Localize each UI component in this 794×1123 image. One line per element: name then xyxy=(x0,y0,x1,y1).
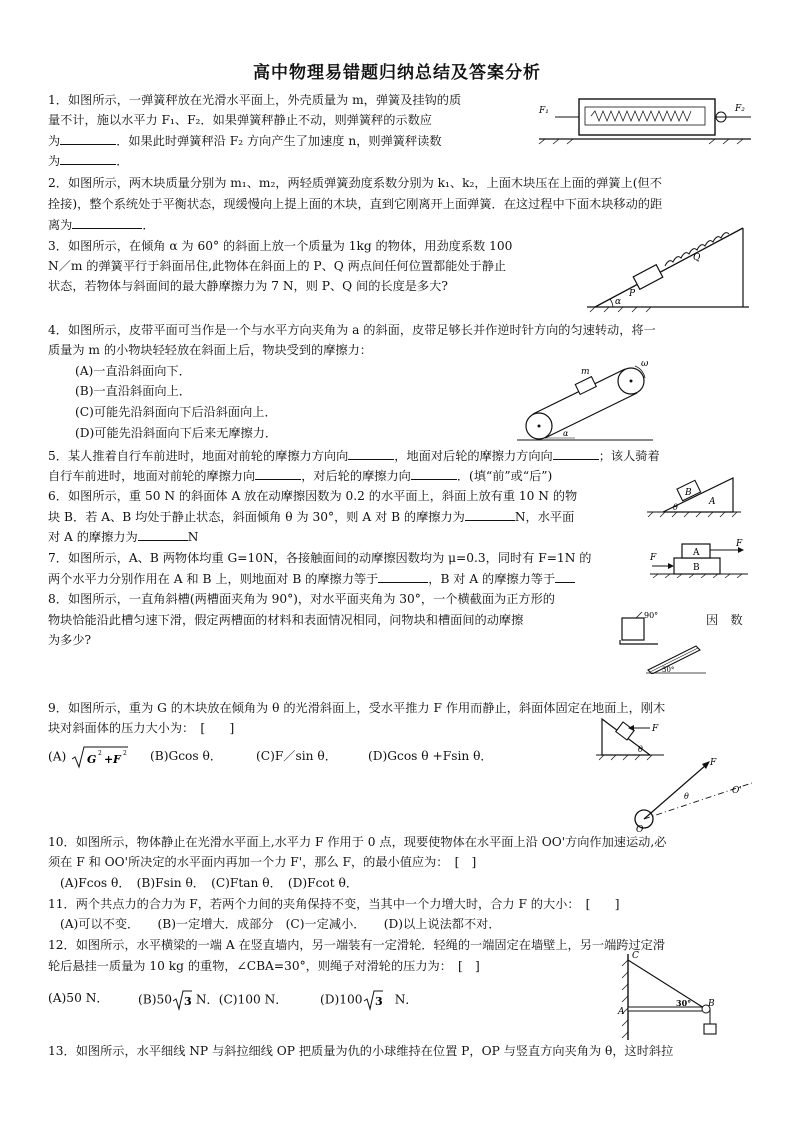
q12-option-b-unit: N．(C)100 N． xyxy=(195,992,288,1007)
q5-blank-2[interactable] xyxy=(553,446,599,460)
q4-line-1: 4．如图所示，皮带平面可当作是一个与水平方向夹角为 a 的斜面，皮带足够长并作逆时针方向的匀速转动，将一 xyxy=(48,323,656,337)
q6-blank-2[interactable] xyxy=(138,527,188,541)
q12-option-b[interactable] xyxy=(138,989,288,1011)
q6-blank-1[interactable] xyxy=(465,507,515,521)
q8-line-2-end: 因 数 xyxy=(706,613,743,627)
q6-text: 对 A 的摩擦力为 xyxy=(48,530,138,544)
q2-line-1: 2．如图所示，两木块质量分别为 m₁、m₂，两轻质弹簧劲度系数分别为 k₁、k₂，上面木块压在上面的弹簧上(但不 xyxy=(48,176,662,190)
q5-text: ．(填“前”或“后”) xyxy=(456,469,553,483)
q1-blank-1[interactable] xyxy=(60,131,116,145)
q6-a-label: A xyxy=(709,497,716,507)
q6-text: 块 B．若 A、B 均处于静止状态，斜面倾角 θ 为 30°，则 A 对 B 的摩擦力为 xyxy=(48,510,465,524)
q8-90-label: 90° xyxy=(644,611,659,620)
q9-option-b[interactable]: (B)Gcos θ． xyxy=(150,749,223,763)
q6-wedge-figure xyxy=(645,470,745,518)
q7-blocks-figure xyxy=(648,536,750,578)
q2-text: 离为 xyxy=(48,218,73,232)
q5-line-1 xyxy=(48,446,660,466)
q4-alpha-label: α xyxy=(563,429,569,438)
q2-blank[interactable] xyxy=(72,215,142,229)
q7-text: ，B 对 A 的摩擦力等于 xyxy=(428,572,556,586)
q10-options[interactable]: (A)Fcos θ． (B)Fsin θ． (C)Ftan θ． (D)Fcot θ． xyxy=(60,876,359,890)
q8-trough-figure xyxy=(618,606,708,674)
q7-a-label: A xyxy=(693,548,700,558)
q9-f-label: F xyxy=(652,724,659,734)
q9-sqrt-f: F xyxy=(113,753,121,766)
sqrt-icon xyxy=(70,745,128,769)
q7-blank-2[interactable] xyxy=(555,569,575,583)
q12-c-label: C xyxy=(632,951,639,961)
q3-line-3: 状态，若物体与斜面间的最大静摩擦力为 7 N，则 P、Q 间的长度是多大? xyxy=(48,279,448,293)
q8-line-2: 物块恰能沿此槽匀速下滑，假定两槽面的材料和表面情况相同，问物块和槽面间的动摩擦 xyxy=(48,613,524,627)
q1-line-1: 1．如图所示，一弹簧秤放在光滑水平面上，外壳质量为 m，弹簧及挂钩的质 xyxy=(48,93,462,107)
q6-line-1: 6．如图所示，重 50 N 的斜面体 A 放在动摩擦因数为 0.2 的水平面上，斜面上放有重 10 N 的物 xyxy=(48,489,578,503)
q5-text: ，对后轮的摩擦力向 xyxy=(301,469,411,483)
q6-line-2 xyxy=(48,507,574,527)
q1-line-4 xyxy=(48,151,128,171)
q9-theta-label: θ xyxy=(638,745,643,754)
q7-line-1: 7．如图所示，A、B 两物体均重 G=10N，各接触面间的动摩擦因数均为 μ=0.3，同时有 F=1N 的 xyxy=(48,551,592,565)
q4-option-a[interactable]: (A)一直沿斜面向下． xyxy=(75,364,191,378)
q10-line-1: 10．如图所示，物体静止在光滑水平面上,水平力 F 作用于 0 点，现要使物体在水平面上沿 OO'方向作加速运动,必 xyxy=(48,835,667,849)
q5-text: 5．某人推着自行车前进时，地面对前轮的摩擦力方向向 xyxy=(48,449,349,463)
q1-text: 为 xyxy=(48,134,61,148)
q2-line-3 xyxy=(48,215,155,235)
q12-sqrt3-d: 3 xyxy=(374,995,383,1008)
q6-line-3 xyxy=(48,527,198,547)
sqrt-icon xyxy=(172,989,192,1011)
q6-theta-label: θ xyxy=(673,503,678,512)
q3-q-label: Q xyxy=(693,253,701,263)
q5-blank-1[interactable] xyxy=(348,446,394,460)
q7-line-2 xyxy=(48,569,575,589)
q6-text: N，水平面 xyxy=(514,510,575,524)
q1-line-3 xyxy=(48,131,442,151)
q12-option-d-text: (D)100 xyxy=(320,992,363,1007)
q3-alpha-label: α xyxy=(615,297,622,307)
q5-text: ；该人骑着 xyxy=(598,449,660,463)
q3-line-2: N／m 的弹簧平行于斜面吊住,此物体在斜面上的 P、Q 两点间任何位置都能处于静止 xyxy=(48,259,507,273)
q12-line-1: 12．如图所示，水平横梁的一端 A 在竖直墙内，另一端装有一定滑轮．轻绳的一端固定在墙壁上，另一端跨过定滑 xyxy=(48,938,666,952)
q12-sqrt3-b: 3 xyxy=(183,995,192,1008)
q9-option-d[interactable]: (D)Gcos θ +Fsin θ． xyxy=(368,749,493,763)
q1-f1-label: F₁ xyxy=(539,106,549,116)
q12-option-a[interactable]: (A)50 N． xyxy=(48,991,109,1005)
q1-line-2: 量不计，施以水平力 F₁、F₂．如果弹簧秤静止不动，则弹簧秤的示数应 xyxy=(48,113,432,127)
q5-blank-4[interactable] xyxy=(411,466,457,480)
q10-theta-label: θ xyxy=(684,792,689,801)
page-title: 高中物理易错题归纳总结及答案分析 xyxy=(253,63,541,83)
q11-line-1: 11．两个共点力的合力为 F，若两个力间的夹角保持不变，当其中一个力增大时，合力 F 的大小： [ ] xyxy=(48,897,620,911)
q12-line-2: 轮后悬挂一质量为 10 kg 的重物，∠CBA=30°，则绳子对滑轮的压力为： [ ] xyxy=(48,959,480,973)
q2-line-2: 拴接)，整个系统处于平衡状态，现缓慢向上提上面的木块，直到它刚离开上面弹簧．在这过程中下面木块移动的距 xyxy=(48,197,663,211)
q6-b-label: B xyxy=(685,488,692,498)
q7-f-left-label: F xyxy=(650,553,657,563)
q7-text: 两个水平力分别作用在 A 和 B 上，则地面对 B 的摩擦力等于 xyxy=(48,572,379,586)
q5-text: 自行车前进时，地面对前轮的摩擦力向 xyxy=(48,469,256,483)
q12-30-label: 30° xyxy=(676,998,692,1008)
q9-sqrt-plus: + xyxy=(104,753,114,766)
q12-b-label: B xyxy=(708,999,715,1009)
q4-option-d[interactable]: (D)可能先沿斜面向下后来无摩擦力． xyxy=(75,426,278,440)
q1-spring-scale-figure xyxy=(535,95,755,145)
q10-o-label: O xyxy=(636,825,644,833)
q9-option-a-label: (A) xyxy=(48,749,67,764)
q8-line-3: 为多少? xyxy=(48,633,92,647)
q10-o2-label: O' xyxy=(732,786,742,796)
q12-option-d[interactable] xyxy=(320,989,418,1011)
q7-f-right-label: F xyxy=(736,539,743,549)
q7-blank-1[interactable] xyxy=(378,569,428,583)
q10-f-label: F xyxy=(710,758,717,768)
q12-pulley-figure xyxy=(608,948,723,1044)
q6-text: N xyxy=(187,530,199,544)
q9-sqrt-exp: 2 xyxy=(98,750,103,757)
q11-options[interactable]: (A)可以不变． (B)一定增大．成部分 (C)一定减小． (D)以上说法都不对． xyxy=(60,917,501,931)
q9-option-c[interactable]: (C)F／sin θ． xyxy=(256,749,337,763)
q13-line-1: 13．如图所示，水平细线 NP 与斜拉细线 OP 把质量为仇的小球维持在位置 P，OP 与竖直方向夹角为 θ，这时斜拉 xyxy=(48,1044,674,1058)
q5-blank-3[interactable] xyxy=(255,466,301,480)
q3-p-label: P xyxy=(629,289,636,299)
q4-m-label: m xyxy=(581,367,590,377)
q8-line-1: 8．如图所示，一直角斜槽(两槽面夹角为 90°)，对水平面夹角为 30°，一个横截面为正方形的 xyxy=(48,592,555,606)
q3-incline-figure xyxy=(585,222,755,314)
q3-line-1: 3．如图所示，在倾角 α 为 60° 的斜面上放一个质量为 1kg 的物体，用劲度系数 100 xyxy=(48,239,513,253)
q1-text: ．如果此时弹簧秤沿 F₂ 方向产生了加速度 n，则弹簧秤读数 xyxy=(116,134,442,148)
q10-line-2: 须在 F 和 OO'所决定的水平面内再加一个力 F'，那么 F，的最小值应为： [ ] xyxy=(48,855,477,869)
q9-option-a[interactable] xyxy=(48,745,128,769)
q4-option-c[interactable]: (C)可能先沿斜面向下后沿斜面向上． xyxy=(75,405,277,419)
q12-option-d-unit: N． xyxy=(394,992,418,1007)
q7-b-label: B xyxy=(693,563,700,573)
q1-text: ． xyxy=(116,154,129,168)
q12-a-label: A xyxy=(618,1007,625,1017)
q5-text: ，地面对后轮的摩擦力方向向 xyxy=(394,449,553,463)
q4-conveyor-figure xyxy=(515,356,655,444)
q4-omega-label: ω xyxy=(641,359,649,369)
q4-option-b[interactable]: (B)一直沿斜面向上． xyxy=(75,384,191,398)
q9-sqrt-g: G xyxy=(87,753,97,766)
q1-text: 为 xyxy=(48,154,61,168)
q9-line-1: 9．如图所示，重为 G 的木块放在倾角为 θ 的光滑斜面上，受水平推力 F 作用而静止，斜面体固定在地面上，刚木 xyxy=(48,701,666,715)
q4-line-2: 质量为 m 的小物块轻轻放在斜面上后，物块受到的摩擦力： xyxy=(48,343,372,357)
sqrt-icon xyxy=(363,989,383,1011)
q1-blank-2[interactable] xyxy=(60,151,116,165)
q12-option-b-text: (B)50 xyxy=(138,992,172,1007)
q9-line-2: 块对斜面体的压力大小为： [ ] xyxy=(48,721,235,735)
q2-text: ． xyxy=(142,218,155,232)
q10-force-figure xyxy=(632,755,762,833)
q8-30-label: 30° xyxy=(662,666,675,674)
q5-line-2 xyxy=(48,466,552,486)
q1-f2-label: F₂ xyxy=(735,104,745,114)
q9-sqrt-exp2: 2 xyxy=(123,750,128,757)
